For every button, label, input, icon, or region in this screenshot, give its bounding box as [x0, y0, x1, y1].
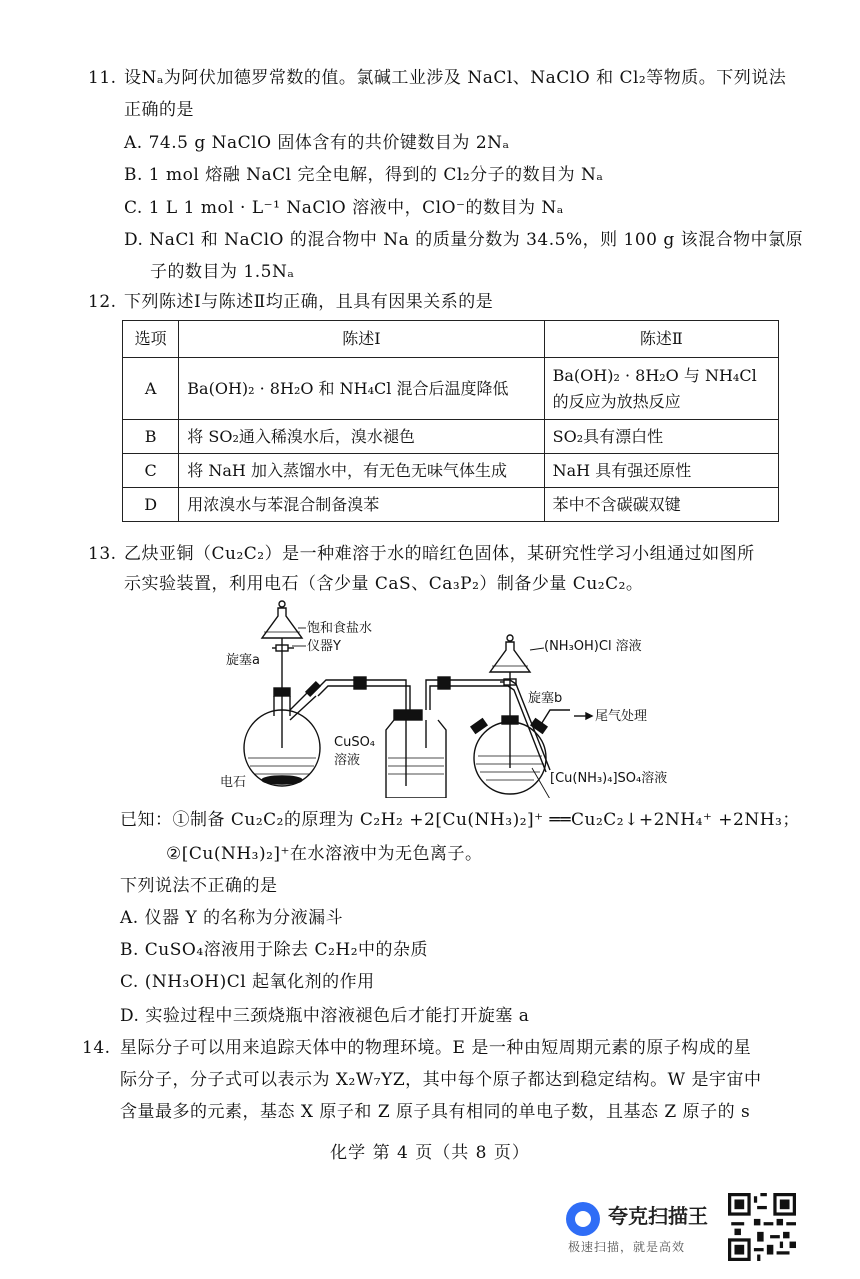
row-statement-2 — [544, 358, 778, 420]
q13-stem-line2: 示实验装置，利用电石（含少量 CaS、Ca₃P₂）制备少量 Cu₂C₂。 — [124, 574, 644, 594]
row-statement-2: 苯中不含碳碳双键 — [544, 488, 778, 522]
row-statement-2: SO₂具有漂白性 — [544, 420, 778, 454]
header-statement-2: 陈述Ⅱ — [544, 321, 778, 358]
row-statement-1: 将 NaH 加入蒸馏水中，有无色无味气体生成 — [179, 454, 544, 488]
scanner-logo-icon — [566, 1202, 600, 1236]
row-option: D — [123, 488, 179, 522]
label-stopcock-b: 旋塞b — [528, 691, 563, 706]
q11-option-c: C. 1 L 1 mol · L⁻¹ NaClO 溶液中，ClO⁻的数目为 Nₐ — [124, 198, 564, 218]
apparatus-diagram — [210, 598, 670, 798]
q13-number: 13. — [88, 544, 117, 564]
row-option: B — [123, 420, 179, 454]
q11-option-a: A. 74.5 g NaClO 固体含有的共价键数目为 2Nₐ — [124, 133, 510, 153]
label-stopcock-a: 旋塞a — [226, 653, 260, 668]
q11-option-d-line2: 子的数目为 1.5Nₐ — [150, 262, 295, 282]
scanner-tagline: 极速扫描，就是高效 — [568, 1240, 686, 1254]
row-statement-1: 用浓溴水与苯混合制备溴苯 — [179, 488, 544, 522]
qr-code-icon — [728, 1193, 796, 1261]
table-row — [123, 358, 779, 420]
q12-number: 12. — [88, 292, 117, 312]
scanner-brand-name: 夸克扫描王 — [608, 1204, 708, 1228]
funnel-y — [262, 608, 302, 638]
row-statement-1: 将 SO₂通入稀溴水后，溴水褪色 — [179, 420, 544, 454]
row-option: A — [123, 358, 179, 420]
funnel-right — [490, 642, 530, 672]
table-row — [123, 420, 779, 454]
q14-line2: 际分子，分子式可以表示为 X₂W₇YZ，其中每个原子都达到稳定结构。W 是宇宙中 — [120, 1070, 762, 1090]
table-row — [123, 488, 779, 522]
table-header-row — [123, 321, 779, 358]
calcium-carbide — [262, 776, 302, 784]
label-brine: 饱和食盐水 — [307, 621, 373, 636]
label-cuso4-solution: 溶液 — [334, 753, 361, 768]
q13-stem-line1: 乙炔亚铜（Cu₂C₂）是一种难溶于水的暗红色固体，某研究性学习小组通过如图所 — [124, 544, 755, 564]
q14-line1: 星际分子可以用来追踪天体中的物理环境。E 是一种由短周期元素的原子构成的星 — [120, 1038, 752, 1058]
q14-line3: 含量最多的元素，基态 X 原子和 Z 原子具有相同的单电子数，且基态 Z 原子的 s — [120, 1102, 751, 1122]
funnel-y-stopper — [279, 601, 285, 607]
q14-number: 14. — [82, 1038, 111, 1058]
row-option: C — [123, 454, 179, 488]
table-row — [123, 454, 779, 488]
q13-ask: 下列说法不正确的是 — [120, 876, 278, 896]
q13-known-1: 已知：①制备 Cu₂C₂的原理为 C₂H₂ +2[Cu(NH₃)₂]⁺ ══Cu₂C₂↓+2NH₄⁺ +2NH₃； — [120, 810, 800, 830]
scanner-watermark — [566, 1198, 726, 1258]
q11-option-d-line1: D. NaCl 和 NaClO 的混合物中 Na 的质量分数为 34.5%，则 100 g 该混合物中氯原 — [124, 230, 804, 250]
header-option: 选项 — [123, 321, 179, 358]
row-statement-2-line1: Ba(OH)₂ · 8H₂O 与 NH₄Cl — [552, 365, 757, 385]
row-statement-2-line2: 的反应为放热反应 — [552, 391, 681, 411]
header-statement-1: 陈述Ⅰ — [179, 321, 544, 358]
q11-stem-line1: 设Nₐ为阿伏加德罗常数的值。氯碱工业涉及 NaCl、NaClO 和 Cl₂等物质。下列说法 — [124, 68, 787, 88]
row-statement-2: NaH 具有强还原性 — [544, 454, 778, 488]
row-statement-1: Ba(OH)₂ · 8H₂O 和 NH₄Cl 混合后温度降低 — [179, 358, 544, 420]
q13-option-a: A. 仪器 Y 的名称为分液漏斗 — [120, 908, 344, 928]
q13-known-2: ②[Cu(NH₃)₂]⁺在水溶液中为无色离子。 — [166, 844, 483, 864]
q13-option-c: C. (NH₃OH)Cl 起氧化剂的作用 — [120, 972, 375, 992]
wash-bottle — [386, 720, 446, 798]
label-carbide: 电石 — [220, 775, 247, 790]
label-tail-gas: 尾气处理 — [595, 709, 648, 724]
wash-bottle-stopper — [394, 710, 422, 720]
q12-stem: 下列陈述Ⅰ与陈述Ⅱ均正确，且具有因果关系的是 — [124, 292, 494, 312]
label-cuso4: CuSO₄ — [334, 735, 376, 750]
page-footer: 化学 第 4 页（共 8 页） — [330, 1143, 530, 1163]
label-nh3oh: (NH₃OH)Cl 溶液 — [544, 639, 642, 654]
q13-option-b: B. CuSO₄溶液用于除去 C₂H₂中的杂质 — [120, 940, 429, 960]
q11-option-b: B. 1 mol 熔融 NaCl 完全电解，得到的 Cl₂分子的数目为 Nₐ — [124, 165, 604, 185]
q13-option-d: D. 实验过程中三颈烧瓶中溶液褪色后才能打开旋塞 a — [120, 1006, 530, 1026]
statement-table — [122, 320, 779, 522]
flask-stopper — [274, 688, 290, 696]
label-instrument-y: 仪器Y — [307, 639, 341, 654]
q11-stem-line2: 正确的是 — [124, 100, 194, 120]
label-complex-solution: [Cu(NH₃)₄]SO₄溶液 — [550, 771, 668, 786]
q11-number: 11. — [88, 68, 117, 88]
